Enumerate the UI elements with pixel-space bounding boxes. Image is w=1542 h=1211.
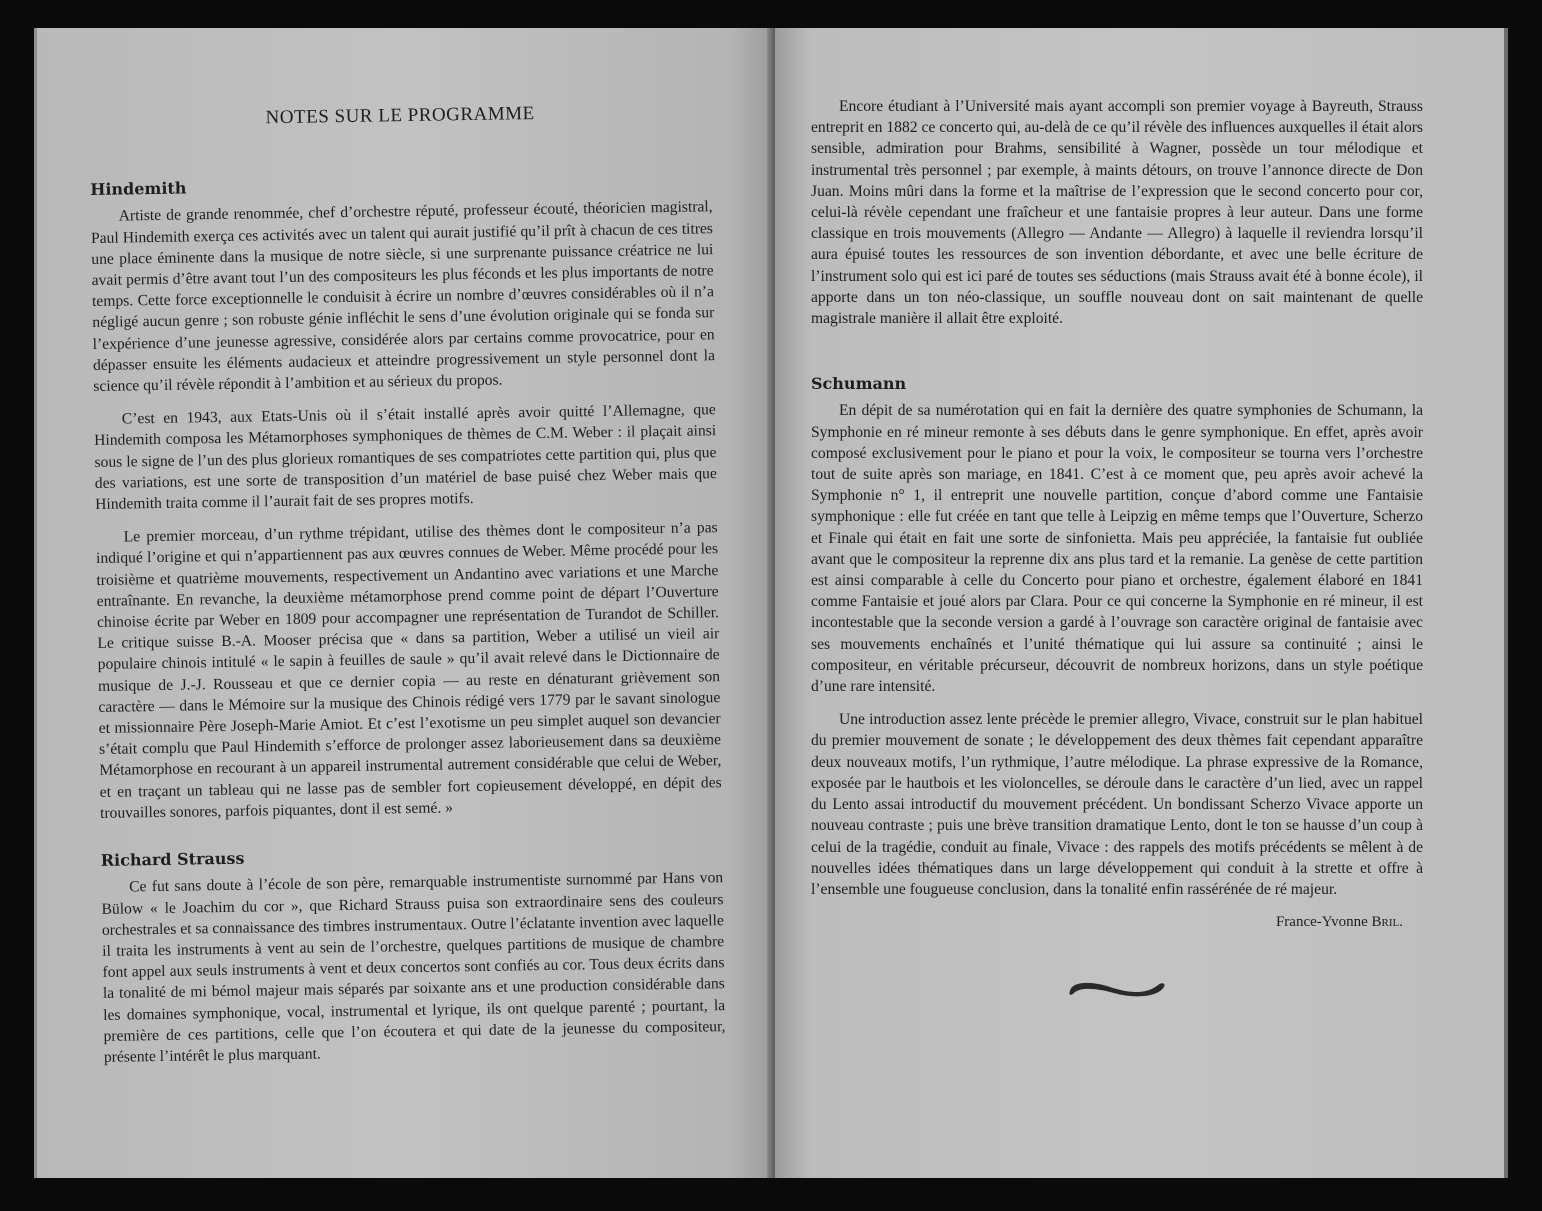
section-heading-hindemith: Hindemith	[90, 178, 187, 200]
author-signature	[811, 912, 1403, 933]
hindemith-paragraph-2: C’est en 1943, aux Etats-Unis où il s’était installé après avoir quitté l’Allemagne, que Hindemith composa les Métamorphoses symphoniques de thèmes de C.M. Weber : il plaçait ainsi sous le signe de l’un des plus glorieux romantiques de ses compatriotes cette partition qui, plus que des variations, est une sorte de transposition d’un matériel de base puisé chez Weber mais que Hindemith traita comme il l’aurait fait de ses propres motifs.	[94, 401, 717, 513]
schumann-paragraph-1: En dépit de sa numérotation qui en fait la dernière des quatre symphonies de Schumann, la Symphonie en ré mineur remonte à ses débuts dans le genre symphonique. En effet, après avoir composé exclusivement pour le piano et pour la voix, le compositeur se tourna vers l’orchestre tout de suite après son mariage, en 1841. C’est à ce moment que, peu après avoir achevé la Symphonie n° 1, il entreprit une nouvelle partition, conçue d’abord comme une Fantaisie symphonique : elle fut créée en tant que telle à Leipzig en même temps que l’Ouverture, Scherzo et Finale qui était en fait une sorte de sinfonietta. Mais peu appréciée, la fantaisie fut oubliée avant que le compositeur la reprenne dix ans plus tard et la remanie. La genèse de cette partition est ainsi comparable à celle du Concerto pour piano et orchestre, également élaboré en 1841 comme Fantaisie et joué alors par Clara. Pour ce qui concerne la Symphonie en ré mineur, il est incontestable que la seconde version a gardé à l’ouvrage son caractère original de fantaisie avec ses mouvements enchaînés et l’unité thématique qui lui assure sa continuité ; ainsi le compositeur, en véritable précurseur, découvrit de nombreux horizons, dans un style poétique d’une rare intensité.	[811, 402, 1423, 696]
booklet-spread	[34, 28, 1508, 1178]
strauss-paragraph-2: Encore étudiant à l’Université mais ayant accompli son premier voyage à Bayreuth, Strauss entreprit en 1882 ce concerto qui, au-delà de ce qu’il révèle des influences auxquelles il était alors sensible, admiration pour Brahms, sensibilité à Wagner, possède un tour mélodique et instrumental très personnel ; par exemple, à maints détours, on trouve l’annonce directe de Don Juan. Moins mûri dans la forme et la maîtrise de l’expression que le second concerto pour cor, celui-là révèle cependant une fraîcheur et une fantaisie propres à leur auteur. Dans une forme classique en trois mouvements (Allegro — Andante — Allegro) à laquelle il reviendra lorsqu’il aura épuisé toutes les ressources de son invention débordante, et avec une belle écriture de l’instrument solo qui est ici paré de toutes ses séductions (mais Strauss avait été à bonne école), il apporte dans un ton néo-classique, un souffle nouveau dont on sait maintenant de quelle magistrale manière il allait être exploité.	[811, 98, 1423, 328]
strauss-paragraph-1: Ce fut sans doute à l’école de son père, remarquable instrumentiste surnommé par Hans von Bülow « le Joachim du cor », que Richard Strauss puisa son extraordinaire sens des couleurs orchestrales et sa connaissance des timbres instrumentaux. Outre l’éclatante invention avec laquelle il traita les instruments à vent au sein de l’orchestre, quelques partitions de musique de chambre font appel aux seuls instruments à vent et deux concertos sont confiés au cor. Tous deux écrits dans la tonalité de mi bémol majeur mais séparés par soixante ans et une production considérable dans les domaines symphonique, vocal, instrumental et lyrique, ils ont quelque parenté ; pourtant, la première de ces partitions, celle que l’on écoutera et qui date de la jeunesse du compositeur, présente l’intérêt le plus marquant.	[101, 869, 726, 1066]
author-first-name: France-Yvonne	[1275, 914, 1368, 931]
left-page	[34, 28, 775, 1178]
author-last-name: Bril.	[1371, 914, 1403, 931]
section-heading-schumann: Schumann	[811, 374, 907, 394]
hindemith-paragraph-1: Artiste de grande renommée, chef d’orchestre réputé, professeur écouté, théoricien magistral, Paul Hindemith exerça ces activités avec un talent qui aurait justifié qu’il prît à chacun de ces titres une place éminente dans la musique de notre siècle, si une surprenante puissance créatrice ne lui avait permis d’être avant tout l’un des compositeurs les plus féconds et les plus importants de notre temps. Cette force exceptionnelle le conduisit à écrire un nombre d’œuvres considérables où il n’a négligé aucun genre ; son robuste génie infléchit le sens d’une évolution originale qui se fonda sur l’expérience d’une jeunesse agressive, considérée alors par certains comme provocatrice, pour en dépasser ensuite les éléments audacieux et atteindre progressivement un style personnel dont la science qu’il révèle répondit à l’ambition et au sérieux du propos.	[90, 198, 716, 395]
swash-ornament-icon	[811, 973, 1423, 1009]
section-heading-strauss: Richard Strauss	[100, 848, 245, 870]
hindemith-paragraph-3: Le premier morceau, d’un rythme trépidant, utilise des thèmes dont le compositeur n’a pas indiqué l’origine et qui n’appartiennent pas aux œuvres connues de Weber. Même procédé pour les troisième et quatrième mouvements, respectivement un Andantino avec variations et une Marche entraînante. En revanche, la deuxième métamorphose prend comme point de départ l’Ouverture chinoise écrite par Weber en 1809 pour accompagner une représentation de Turandot de Schiller. Le critique suisse B.-A. Mooser précisa que « dans sa partition, Weber a utilisé un vieil air populaire chinois intitulé « le sapin à feuilles de saule » qu’il avait relevé dans le Dictionnaire de musique de J.-J. Rousseau et que ce dernier copia — au reste en dénaturant grièvement son caractère — dans le Mémoire sur la musique des Chinois rédigé vers 1779 par le savant sinologue et missionnaire Père Joseph-Marie Amiot. Et c’est l’exotisme un peu simplet auquel son devancier s’était complu que Paul Hindemith s’efforce de prolonger assez laborieusement dans sa deuxième Métamorphose en recourant à un appareil instrumental autrement considérable que celui de Weber, et en traçant un tableau qui ne lasse pas de sembler fort copieusement développé, en dépit des trouvailles sonores, parfois piquantes, dont il est semé. »	[95, 519, 722, 822]
right-page	[775, 28, 1508, 1178]
right-column	[811, 96, 1423, 1010]
page-title: NOTES SUR LE PROGRAMME	[265, 103, 535, 129]
schumann-paragraph-2: Une introduction assez lente précède le premier allegro, Vivace, construit sur le plan habituel du premier mouvement de sonate ; le développement des deux thèmes fait cependant apparaître deux nouveaux motifs, l’un rythmique, l’autre mélodique. La phrase expressive de la Romance, exposée par le hautbois et les violoncelles, se déroule dans le caractère d’un lied, avec un rappel du Lento assai introductif du mouvement précédent. Un bondissant Scherzo Vivace apporte un nouveau contraste ; puis une brève transition dramatique Lento, dont le ton se hausse d’un coup à celui de la tragédie, conduit au finale, Vivace : des rappels des motifs précédents se mêlent à de nouvelles idées thématiques dans un large développement qui conduit à la strette et offre à l’ensemble une fougueuse conclusion, dans la tonalité enfin rassérénée de ré majeur.	[811, 711, 1423, 898]
left-column	[89, 100, 726, 1080]
